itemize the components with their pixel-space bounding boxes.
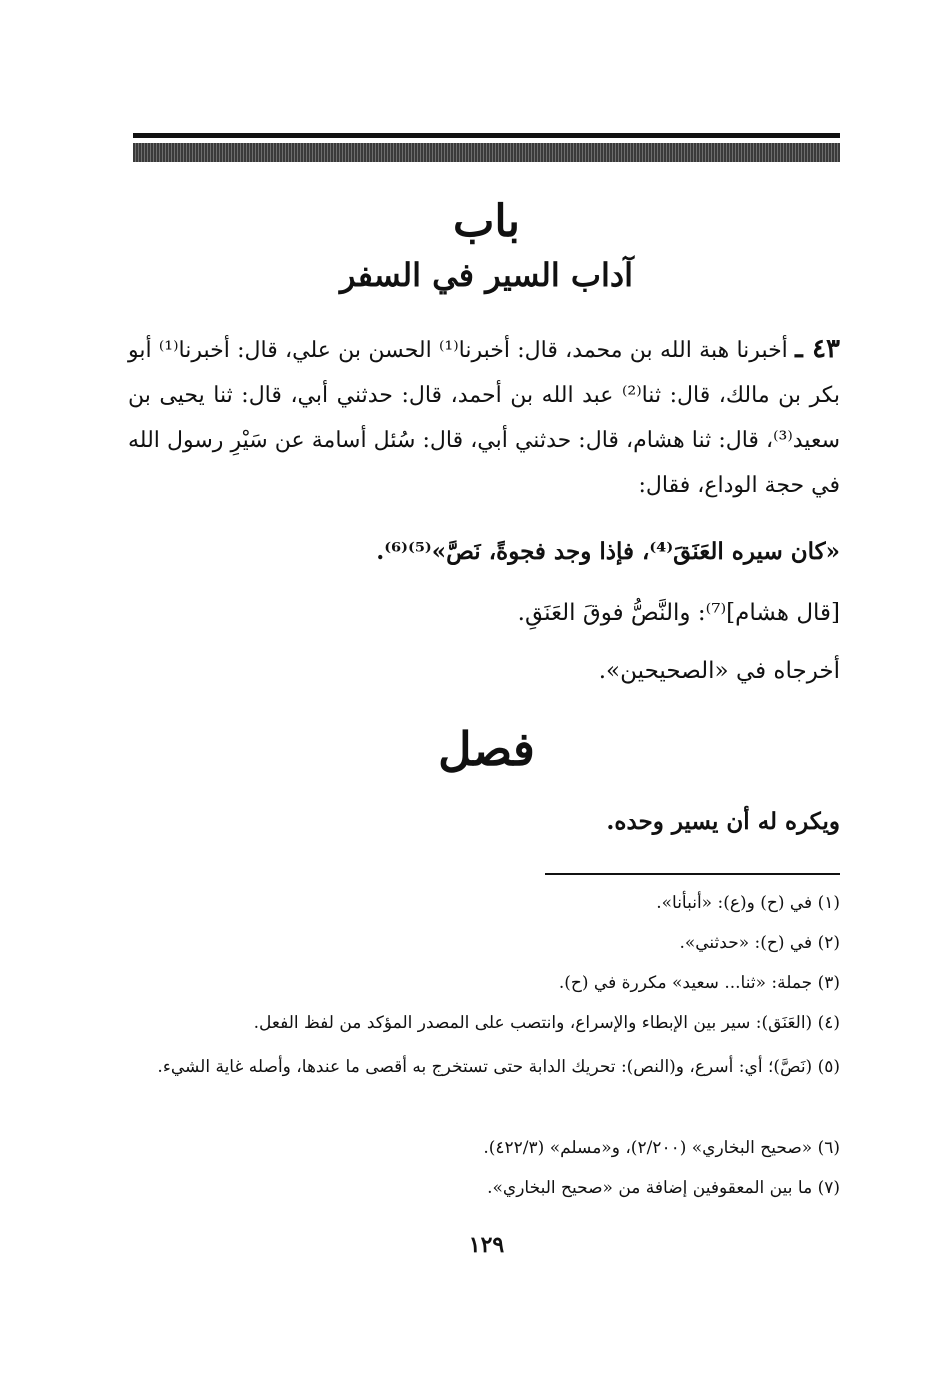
footnote-6: (٦) «صحيح البخاري» (٢/٢٠٠)، و«مسلم» (٤٢٢/٣). [483, 1138, 840, 1158]
footnote-4: (٤) (العَنَق): سير بين الإبطاء والإسراع، وانتصب على المصدر المؤكد من لفظ الفعل. [253, 1013, 840, 1033]
footnote-7: (٧) ما بين المعقوفين إضافة من «صحيح البخاري». [487, 1178, 840, 1198]
header-rule-thin [133, 133, 840, 138]
chapter-title: آداب السير في السفر [339, 256, 634, 294]
hadith-number: ٤٣ ـ [795, 334, 840, 364]
page-number: ١٢٩ [468, 1232, 505, 1258]
header-rule-thick [133, 143, 840, 162]
section-text: ويكره له أن يسير وحده. [606, 808, 840, 835]
hadith-text: أخبرنا هبة الله بن محمد، قال: أخبرنا⁽¹⁾ الحسن بن علي، قال: أخبرنا⁽¹⁾ أبو بكر بن مالك، قال: ثنا⁽²⁾ عبد الله بن أحمد، قال: حدثني أبي، قال: ثنا يحيى بن سعيد⁽³⁾، قال: ثنا هشام، قال: حدثني أبي، قال: سُئل أسامة عن سَيْرِ رسول الله في حجة الوداع، فقال: [128, 338, 840, 498]
section-label: فصل [438, 722, 535, 776]
footnote-rule [545, 873, 840, 875]
takhrij: أخرجاه في «الصحيحين». [598, 658, 840, 684]
footnote-1: (١) في (ح) و(ع): «أنبأنا». [656, 893, 840, 913]
hadith-paragraph [128, 327, 840, 508]
chapter-label: باب [452, 196, 521, 247]
hadith-quote: «كان سيره العَنَقَ⁽⁴⁾، فإذا وجد فجوةً، نَصَّ»⁽⁵⁾⁽⁶⁾. [376, 538, 840, 565]
footnote-3: (٣) جملة: «ثنا... سعيد» مكررة في (ح). [558, 973, 840, 993]
footnote-5: (٥) (نَصَّ)؛ أي: أسرع، و(النص): تحريك الدابة حتى تستخرج به أقصى ما عندها، وأصله غاية الشيء. [157, 1057, 840, 1077]
hisham-statement: [قال هشام]⁽⁷⁾: والنَّصُّ فوقَ العَنَقِ. [517, 600, 840, 626]
footnote-2: (٢) في (ح): «حدثني». [679, 933, 840, 953]
